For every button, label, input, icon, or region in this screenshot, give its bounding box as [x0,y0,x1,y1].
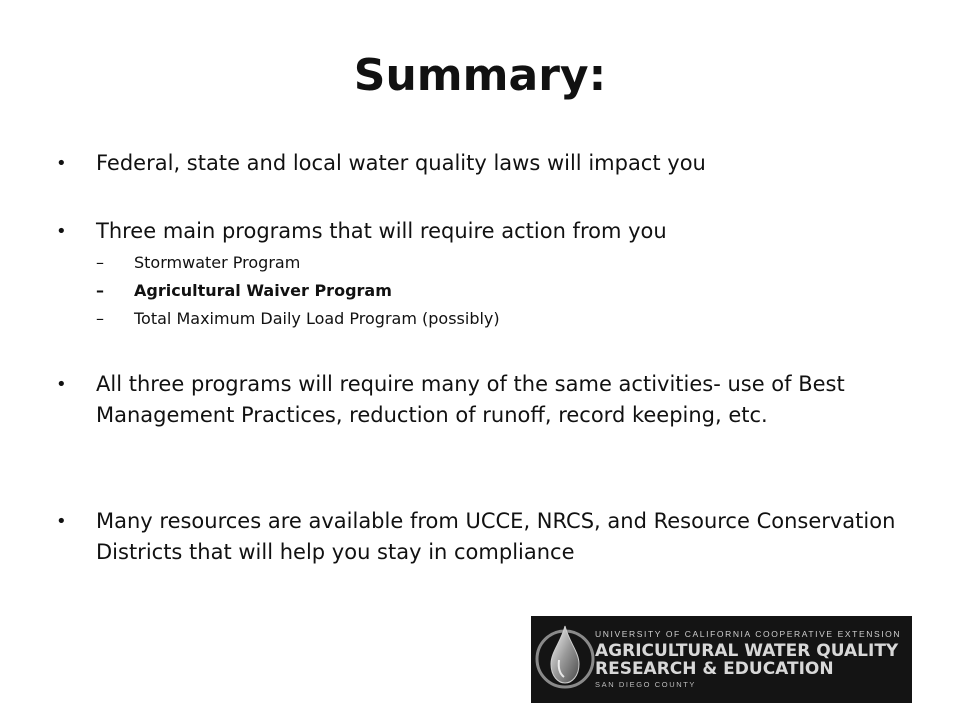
bullet-item [56,506,916,568]
sub-item-text: Agricultural Waiver Program [134,281,392,300]
sub-list-item [96,305,916,333]
sub-list-item [96,277,916,305]
slide-title: Summary: [353,50,607,101]
water-drop-icon [551,626,579,683]
bullet-text: Federal, state and local water quality laws will impact you [96,151,706,175]
logo-graphic [531,616,912,703]
sub-item-text: Stormwater Program [134,253,301,272]
logo-line1: UNIVERSITY OF CALIFORNIA COOPERATIVE EXTENSION [595,629,902,639]
dash-marker: – [96,281,104,300]
logo-line4: SAN DIEGO COUNTY [595,680,697,689]
logo-line2: AGRICULTURAL WATER QUALITY [595,641,899,661]
bullet-marker: • [56,221,67,242]
bullet-marker: • [56,511,67,532]
bullet-text: Many resources are available from UCCE, NRCS, and Resource Conservation Districts that will help you stay in compliance [96,509,896,564]
dash-marker: – [96,309,104,328]
bullet-text: Three main programs that will require action from you [96,219,667,243]
bullet-marker: • [56,374,67,395]
bullet-item [56,216,916,333]
sub-list [96,249,916,333]
bullet-text: All three programs will require many of the same activities- use of Best Management Practices, reduction of runoff, record keeping, etc. [96,372,845,427]
bullet-item [56,148,916,179]
ucce-logo [531,616,912,703]
logo-line3: RESEARCH & EDUCATION [595,659,834,679]
bullet-item [56,369,916,431]
bullet-marker: • [56,153,67,174]
sub-item-text: Total Maximum Daily Load Program (possibly) [134,309,500,328]
dash-marker: – [96,253,104,272]
sub-list-item [96,249,916,277]
